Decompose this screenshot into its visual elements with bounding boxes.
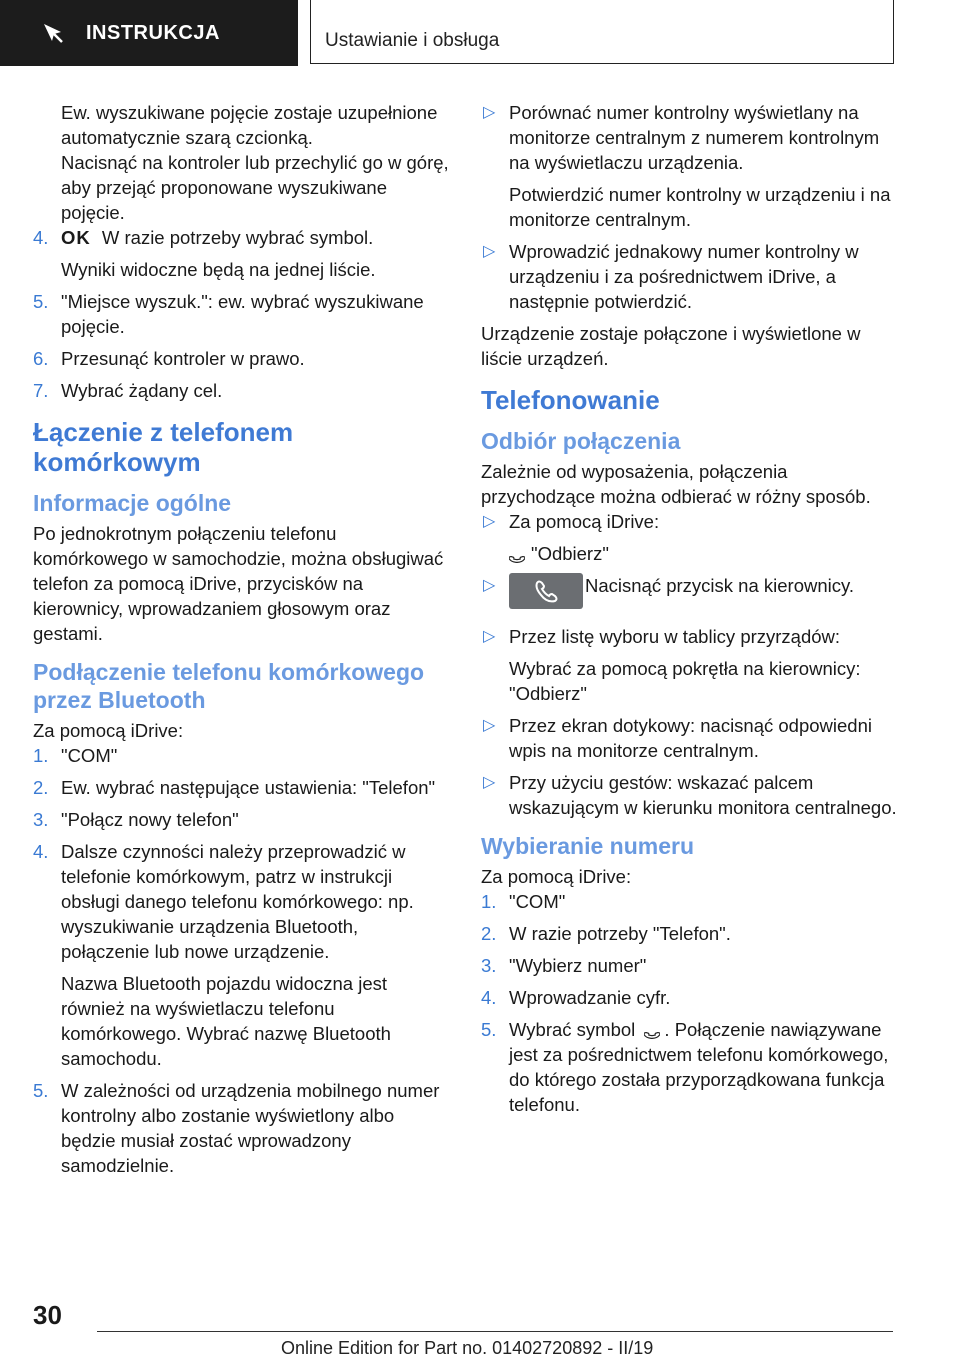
list-text: "Wybierz numer" bbox=[509, 955, 647, 976]
bullet-text: Za pomocą iDrive: bbox=[509, 511, 660, 532]
bullet-text: Przy użyciu gestów: wskazać palcem wskazującym w kierunku monitora centralnego. bbox=[509, 772, 897, 818]
list-item bbox=[33, 775, 451, 800]
list-text: "COM" bbox=[61, 745, 118, 766]
bullet-item bbox=[481, 100, 901, 232]
steering-wheel-phone-button-icon bbox=[509, 573, 583, 609]
heading-telephoning: Telefonowanie bbox=[481, 385, 660, 415]
list-text-continued: . Połączenie nawiązywane jest za pośrednictwem telefonu komórkowego, do którego została przyporządkowana funkcja telefonu. bbox=[509, 1019, 889, 1115]
list-text: "COM" bbox=[509, 891, 566, 912]
pointer-arrow-icon bbox=[42, 22, 64, 44]
bullet-text: Przez ekran dotykowy: nacisnąć odpowiedni wpis na monitorze centralnym. bbox=[509, 715, 872, 761]
list-text: W razie potrzeby "Telefon". bbox=[509, 923, 731, 944]
list-item bbox=[481, 921, 901, 946]
header-section-title: Ustawianie i obsługa bbox=[325, 30, 500, 51]
footer-edition: Online Edition for Part no. 01402720892 - II/19 bbox=[281, 1338, 654, 1358]
page-header bbox=[0, 0, 960, 66]
ok-icon: OK bbox=[61, 227, 91, 248]
list-text: Wprowadzanie cyfr. bbox=[509, 987, 671, 1008]
triangle-bullet-icon: ▷ bbox=[483, 774, 496, 791]
list-text: Dalsze czynności należy przeprowadzić w telefonie komórkowym, patrz w instrukcji obsługi danego telefonu komórkowego: np. wyszukiwanie urządzenia Bluetooth, połączenie lub nowe urządzenie. bbox=[61, 841, 414, 962]
list-item bbox=[33, 289, 451, 339]
bullet-text: Nacisnąć przycisk na kierownicy. bbox=[585, 575, 855, 596]
list-number: 2. bbox=[481, 923, 497, 944]
list-number: 3. bbox=[481, 955, 497, 976]
list-text: Wybrać symbol bbox=[509, 1019, 636, 1040]
list-item bbox=[33, 743, 451, 768]
connected-text: Urządzenie zostaje połączone i wyświetlone w liście urządzeń. bbox=[481, 323, 861, 369]
list-number: 2. bbox=[33, 777, 49, 798]
phone-handset-icon bbox=[644, 1023, 660, 1039]
list-subtext: Wyniki widoczne będą na jednej liście. bbox=[61, 259, 376, 280]
list-text: "Miejsce wyszuk.": ew. wybrać wyszukiwane pojęcie. bbox=[61, 291, 424, 337]
bullet-item bbox=[481, 573, 901, 617]
bullet-item bbox=[481, 770, 901, 820]
general-info-text: Po jednokrotnym połączeniu telefonu komórkowego w samochodzie, można obsługiwać telefon za pomocą iDrive, przycisków na kierownicy, wprowadzaniem głosowym oraz gestami. bbox=[33, 523, 444, 644]
list-item bbox=[33, 225, 451, 282]
header-tab-label: INSTRUKCJA bbox=[86, 21, 220, 44]
list-text: "Połącz nowy telefon" bbox=[61, 809, 239, 830]
phone-handset-icon bbox=[509, 547, 525, 563]
list-number: 4. bbox=[33, 841, 49, 862]
bullet-item bbox=[481, 624, 901, 706]
triangle-bullet-icon: ▷ bbox=[483, 628, 496, 645]
triangle-bullet-icon: ▷ bbox=[483, 717, 496, 734]
list-text: Przesunąć kontroler w prawo. bbox=[61, 348, 305, 369]
triangle-bullet-icon: ▷ bbox=[483, 577, 496, 594]
list-item bbox=[481, 985, 901, 1010]
heading-receive-call: Odbiór połączenia bbox=[481, 428, 681, 454]
list-number: 6. bbox=[33, 348, 49, 369]
list-item bbox=[33, 378, 451, 403]
list-item bbox=[33, 1078, 451, 1178]
bluetooth-intro: Za pomocą iDrive: bbox=[33, 720, 184, 741]
triangle-bullet-icon: ▷ bbox=[483, 243, 496, 260]
list-number: 5. bbox=[33, 1080, 49, 1101]
list-item bbox=[33, 807, 451, 832]
intro-paragraph-1: Ew. wyszukiwane pojęcie zostaje uzupełnione automatycznie szarą czcionką. bbox=[61, 102, 438, 148]
bullet-text: Przez listę wyboru w tablicy przyrządów: bbox=[509, 626, 841, 647]
list-item bbox=[481, 953, 901, 978]
triangle-bullet-icon: ▷ bbox=[483, 513, 496, 530]
bullet-subtext: Potwierdzić numer kontrolny w urządzeniu i na monitorze centralnym. bbox=[509, 184, 891, 230]
bullet-item bbox=[481, 713, 901, 763]
footer-divider bbox=[97, 1331, 893, 1332]
list-number: 3. bbox=[33, 809, 49, 830]
heading-dial-number: Wybieranie numeru bbox=[481, 833, 695, 859]
list-number: 1. bbox=[33, 745, 49, 766]
list-number: 5. bbox=[481, 1019, 497, 1040]
dial-intro: Za pomocą iDrive: bbox=[481, 866, 632, 887]
list-number: 4. bbox=[33, 227, 49, 248]
list-number: 7. bbox=[33, 380, 49, 401]
list-item bbox=[33, 839, 451, 1071]
list-item bbox=[33, 346, 451, 371]
list-number: 4. bbox=[481, 987, 497, 1008]
header-tab bbox=[0, 0, 298, 66]
bullet-subtext: Wybrać za pomocą pokrętła na kierownicy: "Odbierz" bbox=[509, 658, 861, 704]
heading-connect-phone: Łączenie z telefonem komórkowym bbox=[33, 417, 294, 477]
header-section bbox=[310, 0, 894, 64]
list-subtext: Nazwa Bluetooth pojazdu widoczna jest również na wyświetlaczu telefonu komórkowego. Wybrać nazwę Bluetooth samochodu. bbox=[61, 973, 391, 1069]
heading-bluetooth: Podłączenie telefonu komórkowego przez Bluetooth bbox=[33, 659, 425, 713]
list-number: 5. bbox=[33, 291, 49, 312]
triangle-bullet-icon: ▷ bbox=[483, 104, 496, 121]
intro-paragraph-2: Nacisnąć na kontroler lub przechylić go w górę, aby przejąć proponowane wyszukiwane pojęcie. bbox=[61, 152, 449, 223]
bullet-item bbox=[481, 509, 901, 566]
receive-text: Zależnie od wyposażenia, połączenia przychodzące można odbierać w różny sposób. bbox=[481, 461, 871, 507]
left-column bbox=[33, 100, 451, 1185]
right-column bbox=[481, 100, 901, 1124]
bullet-text: Wprowadzić jednakowy numer kontrolny w urządzeniu i za pośrednictwem iDrive, a następnie potwierdzić. bbox=[509, 241, 859, 312]
list-item bbox=[481, 1017, 901, 1117]
list-number: 1. bbox=[481, 891, 497, 912]
bullet-subtext: "Odbierz" bbox=[531, 543, 609, 564]
list-item bbox=[481, 889, 901, 914]
list-text: W razie potrzeby wybrać symbol. bbox=[101, 227, 374, 248]
list-text: Ew. wybrać następujące ustawienia: "Telefon" bbox=[61, 777, 436, 798]
list-text: W zależności od urządzenia mobilnego numer kontrolny albo zostanie wyświetlony albo będzie musiał zostać wprowadzony samodzielnie. bbox=[61, 1080, 440, 1176]
list-text: Wybrać żądany cel. bbox=[61, 380, 223, 401]
bullet-text: Porównać numer kontrolny wyświetlany na monitorze centralnym z numerem kontrolnym na wyświetlaczu urządzenia. bbox=[509, 102, 880, 173]
bullet-item bbox=[481, 239, 901, 314]
heading-general-info: Informacje ogólne bbox=[33, 490, 232, 516]
page-number: 30 bbox=[33, 1300, 62, 1330]
